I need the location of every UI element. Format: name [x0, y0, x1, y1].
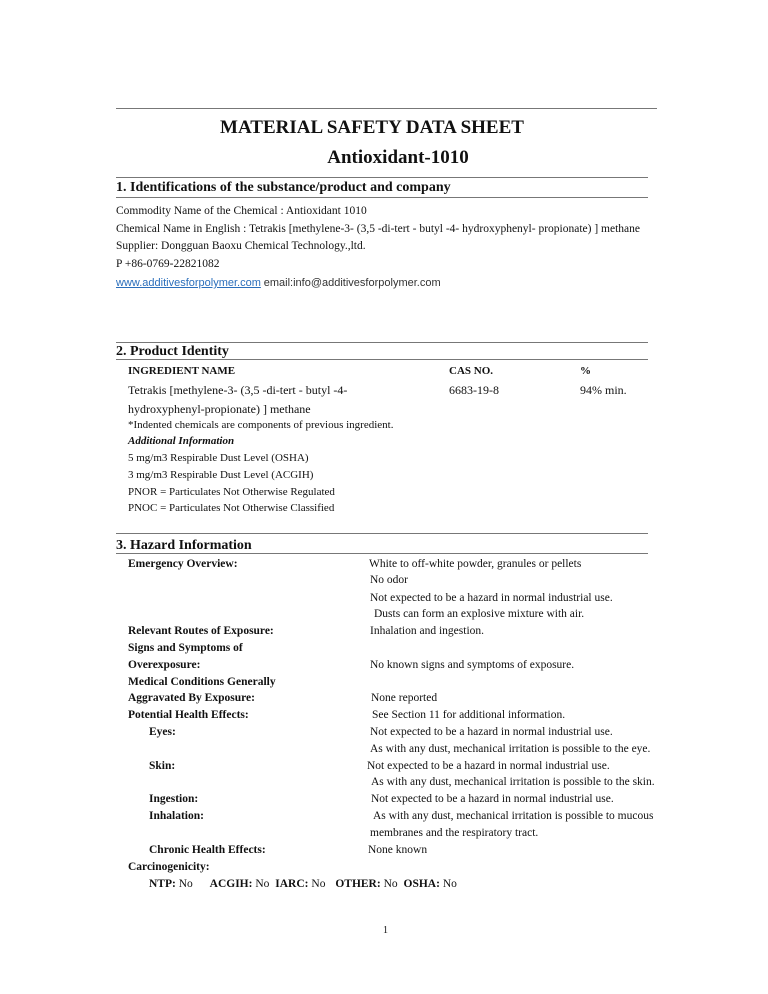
value: None reported — [371, 692, 438, 704]
document-title: MATERIAL SAFETY DATA SHEET — [220, 117, 524, 138]
supplier: Supplier: Dongguan Baoxu Chemical Technology.,ltd. — [116, 240, 366, 252]
osha-value: No — [442, 878, 457, 890]
iarc-value: No — [311, 878, 326, 890]
label-emergency-overview: Emergency Overview: — [128, 558, 238, 570]
note: *Indented chemicals are components of previous ingredient. — [128, 419, 394, 431]
ingredient-name-cont: hydroxyphenyl-propionate) ] methane — [128, 402, 311, 416]
ntp-value: No — [178, 878, 193, 890]
label-health-effects: Potential Health Effects: — [128, 709, 249, 721]
divider — [116, 359, 648, 360]
label-routes: Relevant Routes of Exposure: — [128, 625, 274, 637]
ntp-label: NTP: — [149, 878, 176, 890]
value: No odor — [370, 574, 409, 586]
value: As with any dust, mechanical irritation is possible to the eye. — [370, 743, 651, 755]
additional-info: PNOC = Particulates Not Otherwise Classified — [128, 502, 335, 514]
acgih-label: ACGIH: — [209, 878, 253, 890]
email: email:info@additivesforpolymer.com — [263, 277, 441, 289]
commodity-name: Commodity Name of the Chemical : Antioxidant 1010 — [116, 205, 367, 217]
value: As with any dust, mechanical irritation is possible to the skin. — [371, 776, 655, 788]
additional-info-heading: Additional Information — [128, 435, 235, 447]
label-aggravated: Aggravated By Exposure: — [128, 692, 255, 704]
label-medical: Medical Conditions Generally — [128, 676, 276, 688]
additional-info: 5 mg/m3 Respirable Dust Level (OSHA) — [128, 452, 309, 464]
value: Dusts can form an explosive mixture with air. — [374, 608, 585, 620]
section2-heading: 2. Product Identity — [116, 344, 229, 359]
cas-number: 6683-19-8 — [449, 383, 499, 397]
label-skin: Skin: — [149, 760, 176, 772]
value: Not expected to be a hazard in normal industrial use. — [370, 592, 613, 604]
label-chronic: Chronic Health Effects: — [149, 844, 266, 856]
value: membranes and the respiratory tract. — [370, 827, 539, 839]
col-ingredient-name: INGREDIENT NAME — [128, 365, 236, 377]
phone: P +86-0769-22821082 — [116, 258, 220, 270]
osha-label: OSHA: — [403, 878, 440, 890]
website-link[interactable]: www.additivesforpolymer.com — [116, 277, 261, 289]
value: None known — [368, 844, 428, 856]
document-subtitle: Antioxidant-1010 — [327, 147, 469, 168]
col-cas: CAS NO. — [449, 365, 494, 377]
label-eyes: Eyes: — [149, 726, 176, 738]
value: See Section 11 for additional information. — [372, 709, 566, 721]
additional-info: PNOR = Particulates Not Otherwise Regulated — [128, 486, 335, 498]
divider — [116, 197, 648, 198]
value: White to off-white powder, granules or pellets — [369, 558, 582, 570]
label-carcinogenicity: Carcinogenicity: — [128, 861, 210, 873]
divider — [116, 533, 648, 534]
top-rule — [116, 108, 657, 109]
divider — [116, 553, 648, 554]
acgih-value: No — [255, 878, 270, 890]
additional-info: 3 mg/m3 Respirable Dust Level (ACGIH) — [128, 469, 314, 481]
divider — [116, 342, 648, 343]
percentage: 94% min. — [580, 383, 627, 397]
value: Inhalation and ingestion. — [370, 625, 485, 637]
divider — [116, 177, 648, 178]
value: Not expected to be a hazard in normal industrial use. — [367, 760, 610, 772]
col-pct: % — [580, 365, 591, 377]
value: Not expected to be a hazard in normal industrial use. — [370, 726, 613, 738]
other-value: No — [383, 878, 398, 890]
section1-heading: 1. Identifications of the substance/product and company — [116, 180, 451, 195]
label-ingestion: Ingestion: — [149, 793, 199, 805]
label-signs: Signs and Symptoms of — [128, 642, 243, 654]
iarc-label: IARC: — [275, 878, 309, 890]
page-number: 1 — [383, 925, 388, 936]
value: As with any dust, mechanical irritation is possible to mucous — [373, 810, 654, 822]
label-inhalation: Inhalation: — [149, 810, 204, 822]
section3-heading: 3. Hazard Information — [116, 538, 252, 553]
label-overexposure: Overexposure: — [128, 659, 201, 671]
carcinogenicity-row — [149, 877, 457, 891]
ingredient-name: Tetrakis [methylene-3- (3,5 -di-tert - butyl -4- — [128, 383, 348, 397]
other-label: OTHER: — [335, 878, 381, 890]
chemical-name: Chemical Name in English : Tetrakis [methylene-3- (3,5 -di-tert - butyl -4- hydroxyphenyl- propionate) ] methane — [116, 223, 640, 235]
value: Not expected to be a hazard in normal industrial use. — [371, 793, 614, 805]
value: No known signs and symptoms of exposure. — [370, 659, 575, 671]
